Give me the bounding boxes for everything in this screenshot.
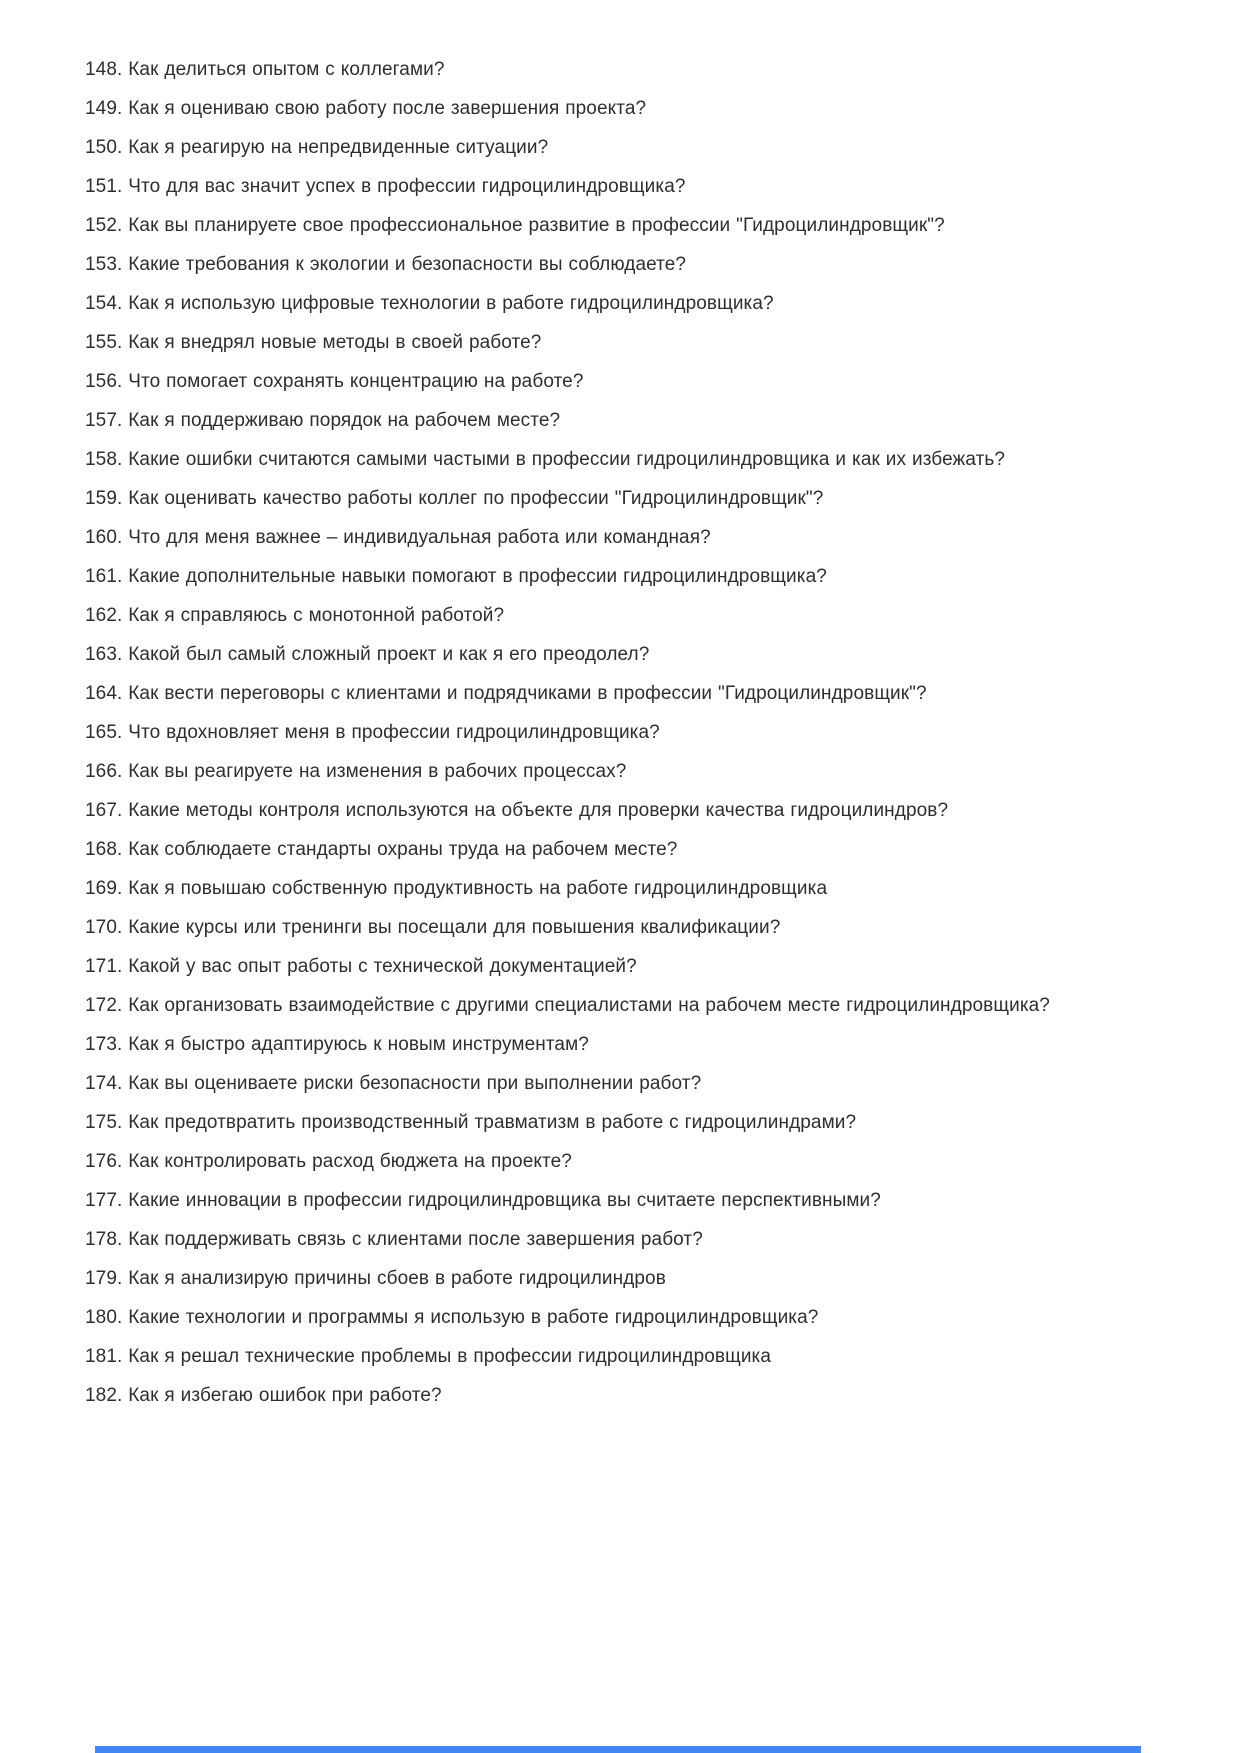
question-item: 149. Как я оцениваю свою работу после завершения проекта? xyxy=(85,98,647,119)
question-item: 159. Как оценивать качество работы коллег по профессии "Гидроцилиндровщик"? xyxy=(85,488,824,509)
question-item: 148. Как делиться опытом с коллегами? xyxy=(85,59,445,80)
question-item: 167. Какие методы контроля используются на объекте для проверки качества гидроцилиндров? xyxy=(85,800,949,821)
question-item: 154. Как я использую цифровые технологии в работе гидроцилиндровщика? xyxy=(85,293,774,314)
question-item: 170. Какие курсы или тренинги вы посещали для повышения квалификации? xyxy=(85,917,781,938)
question-item: 181. Как я решал технические проблемы в профессии гидроцилиндровщика xyxy=(85,1346,772,1367)
question-item: 178. Как поддерживать связь с клиентами после завершения работ? xyxy=(85,1229,703,1250)
question-item: 166. Как вы реагируете на изменения в рабочих процессах? xyxy=(85,761,627,782)
question-item: 151. Что для вас значит успех в профессии гидроцилиндровщика? xyxy=(85,176,686,197)
question-item: 182. Как я избегаю ошибок при работе? xyxy=(85,1385,442,1406)
question-item: 153. Какие требования к экологии и безопасности вы соблюдаете? xyxy=(85,254,687,275)
question-item: 172. Как организовать взаимодействие с другими специалистами на рабочем месте гидроцилиндровщика? xyxy=(85,995,1050,1016)
question-item: 174. Как вы оцениваете риски безопасности при выполнении работ? xyxy=(85,1073,702,1094)
question-item: 177. Какие инновации в профессии гидроцилиндровщика вы считаете перспективными? xyxy=(85,1190,881,1211)
question-item: 162. Как я справляюсь с монотонной работой? xyxy=(85,605,505,626)
question-list xyxy=(85,50,1140,1415)
question-item: 157. Как я поддерживаю порядок на рабочем месте? xyxy=(85,410,561,431)
question-item: 158. Какие ошибки считаются самыми частыми в профессии гидроцилиндровщика и как их избежать? xyxy=(85,449,1006,470)
question-item: 180. Какие технологии и программы я использую в работе гидроцилиндровщика? xyxy=(85,1307,819,1328)
question-item: 152. Как вы планируете свое профессиональное развитие в профессии "Гидроцилиндровщик"? xyxy=(85,215,945,236)
question-item: 179. Как я анализирую причины сбоев в работе гидроцилиндров xyxy=(85,1268,666,1289)
question-item: 175. Как предотвратить производственный травматизм в работе с гидроцилиндрами? xyxy=(85,1112,857,1133)
question-item: 176. Как контролировать расход бюджета на проекте? xyxy=(85,1151,572,1172)
bottom-accent-bar xyxy=(95,1746,1141,1753)
question-item: 164. Как вести переговоры с клиентами и подрядчиками в профессии "Гидроцилиндровщик"? xyxy=(85,683,927,704)
question-item: 171. Какой у вас опыт работы с технической документацией? xyxy=(85,956,637,977)
question-item: 169. Как я повышаю собственную продуктивность на работе гидроцилиндровщика xyxy=(85,878,828,899)
question-item: 160. Что для меня важнее – индивидуальная работа или командная? xyxy=(85,527,711,548)
question-item: 163. Какой был самый сложный проект и как я его преодолел? xyxy=(85,644,650,665)
question-item: 156. Что помогает сохранять концентрацию на работе? xyxy=(85,371,584,392)
question-item: 155. Как я внедрял новые методы в своей работе? xyxy=(85,332,542,353)
question-item: 161. Какие дополнительные навыки помогают в профессии гидроцилиндровщика? xyxy=(85,566,827,587)
question-item: 165. Что вдохновляет меня в профессии гидроцилиндровщика? xyxy=(85,722,660,743)
question-item: 168. Как соблюдаете стандарты охраны труда на рабочем месте? xyxy=(85,839,678,860)
question-item: 173. Как я быстро адаптируюсь к новым инструментам? xyxy=(85,1034,589,1055)
question-item: 150. Как я реагирую на непредвиденные ситуации? xyxy=(85,137,549,158)
